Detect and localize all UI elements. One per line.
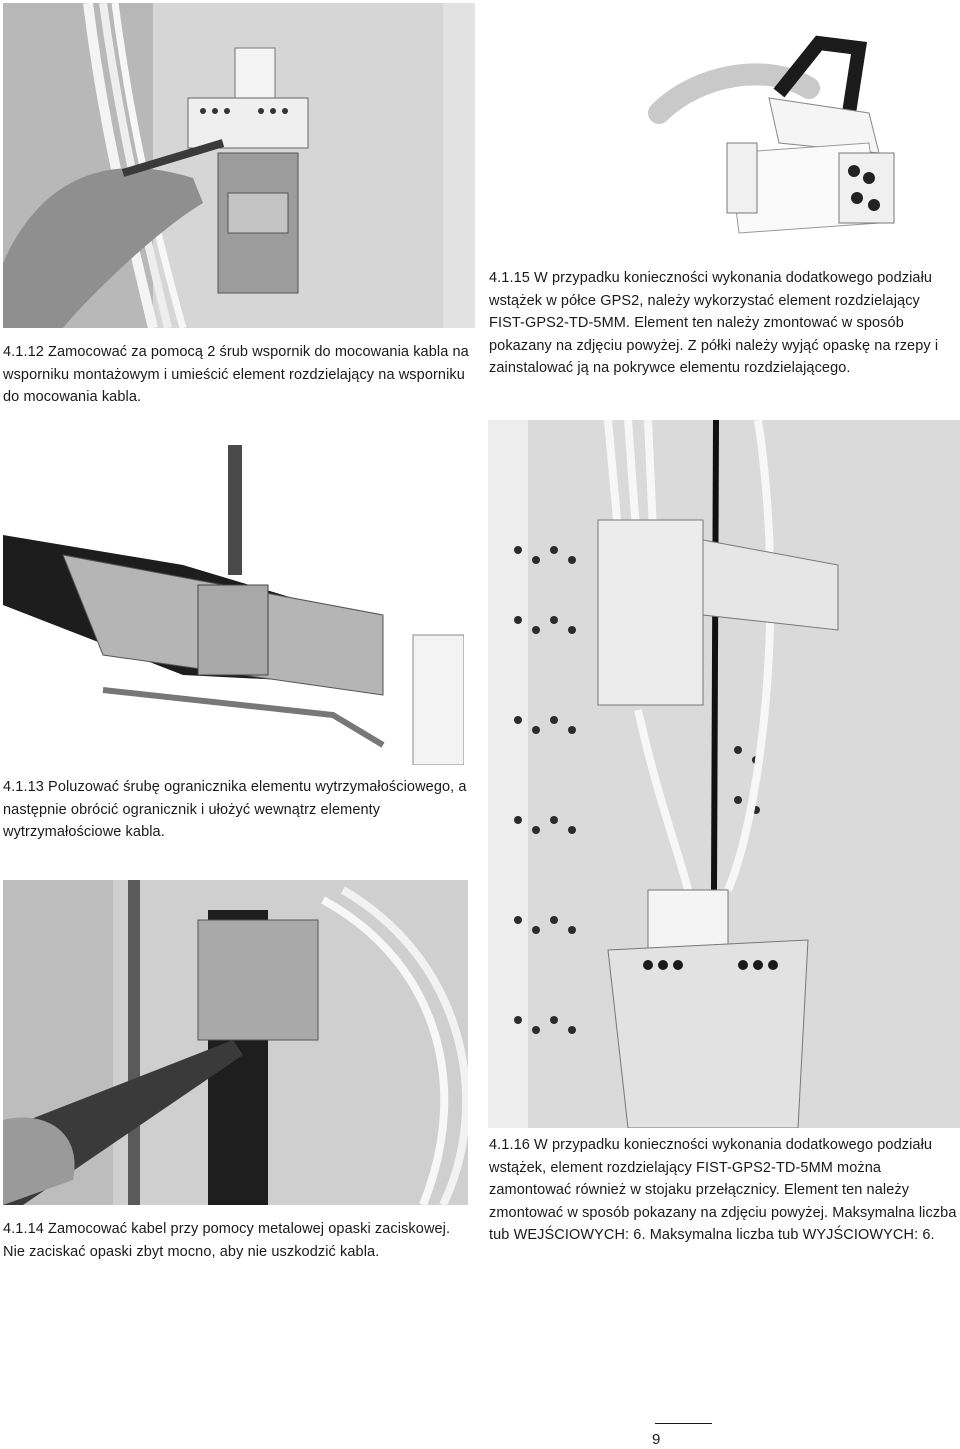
caption-4-1-14: 4.1.14 Zamocować kabel przy pomocy metalowej opaski zaciskowej. Nie zaciskać opaski zbyt mocno, aby nie uszkodzić kabla. [3,1221,451,1260]
caption-4-1-16: 4.1.16 W przypadku konieczności wykonania dodatkowego podziału wstążek, element rozdzielający FIST-GPS2-TD-5MM można zamontować również w stojaku przełącznicy. Element ten należy zmontować w sposób pokazany na zdjęciu powyżej. Maksymalna liczba tub WEJŚCIOWYCH: 6. Maksymalna liczba tub WYJŚCIOWYCH: 6. [489,1137,957,1243]
photo-splitter-velcro [489,3,957,265]
photo-bracket-mounting [3,3,475,328]
photo-rack-mounted-splitter [488,420,960,1128]
page-number-rule [655,1423,712,1424]
photo-cable-metal-clamp [3,880,468,1205]
caption-4-1-13: 4.1.13 Poluzować śrubę ogranicznika elementu wytrzymałościowego, a następnie obrócić ogranicznik i ułożyć wewnątrz elementy wytrzymałościowe kabla. [3,779,467,840]
caption-4-1-12: 4.1.12 Zamocować za pomocą 2 śrub wspornik do mocowania kabla na wsporniku montażowym i umieścić element rozdzielający na wsporniku do mocowania kabla. [3,344,469,405]
page-number: 9 [652,1431,661,1448]
caption-4-1-15: 4.1.15 W przypadku konieczności wykonania dodatkowego podziału wstążek w półce GPS2, należy wykorzystać element rozdzielający FIST-GPS2-TD-5MM. Element ten należy zmontować w sposób pokazany na zdjęciu powyżej. Z półki należy wyjąć opaskę na rzepy i zainstalować ją na pokrywce elementu rozdzielającego. [489,270,939,376]
photo-strength-member-clamp [3,445,464,765]
